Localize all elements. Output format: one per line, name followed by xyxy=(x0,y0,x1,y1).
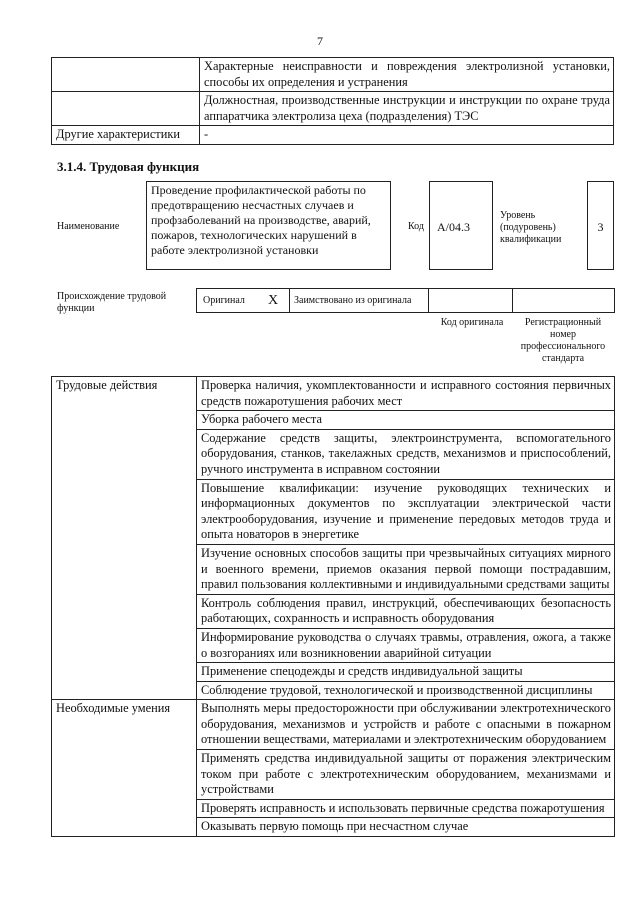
list-item: Содержание средств защиты, электроинструмента, вспомогательного оборудования, станков, такелажных средств, механизмов и приспособлений, ручного инструмента в исправном состоянии xyxy=(197,429,615,479)
row-label: Другие характеристики xyxy=(52,126,200,145)
level-label: Уровень (подуровень) квалификации xyxy=(500,210,562,245)
row-label xyxy=(52,58,200,92)
code-box xyxy=(429,181,493,270)
origin-divider xyxy=(289,289,290,312)
list-item: Контроль соблюдения правил, инструкций, обеспечивающих безопасность работающих, сохранность и исправность оборудования xyxy=(197,594,615,628)
code-value: A/04.3 xyxy=(437,220,470,234)
origin-label: Происхождение трудовой функции xyxy=(57,291,167,314)
list-item: Оказывать первую помощь при несчастном случае xyxy=(197,818,615,837)
list-item: Проверять исправность и использовать первичные средства пожаротушения xyxy=(197,799,615,818)
list-item: Изучение основных способов защиты при чрезвычайных ситуациях мирного и военного времени, приемов оказания первой помощи пострадавшим, правил пользования коллективными и индивидуальными средствами защиты xyxy=(197,544,615,594)
row-text: Характерные неисправности и повреждения электролизной установки, способы их определения и устранения xyxy=(200,58,614,92)
borrowed-label: Заимствовано из оригинала xyxy=(294,295,412,306)
function-name-box xyxy=(146,181,391,270)
list-item: Применение спецодежды и средств индивидуальной защиты xyxy=(197,663,615,682)
table-row xyxy=(52,700,615,750)
table-row xyxy=(52,58,614,92)
list-item: Применять средства индивидуальной защиты от поражения электрическим током при работе с электротехническим оборудованием, механизмами и устройствами xyxy=(197,750,615,800)
original-label: Оригинал xyxy=(203,295,245,306)
list-item: Повышение квалификации: изучение руководящих технических и информационных документов по эксплуатации электрической части электрооборудования, изучение и применение передовых методов труда и опыта новаторов в энергетике xyxy=(197,479,615,544)
main-table xyxy=(51,376,615,837)
reg-number-label: Регистрационный номер профессионального стандарта xyxy=(520,317,606,364)
level-box xyxy=(587,181,614,270)
table-row xyxy=(52,126,614,145)
list-item: Выполнять меры предосторожности при обслуживании электротехнического оборудования, механизмов и устройств и работе с опасными в пожарном отношении веществами, материалами и электротехническим оборудованием xyxy=(197,700,615,750)
table-row xyxy=(52,377,615,411)
name-label: Наименование xyxy=(57,221,120,232)
level-value: 3 xyxy=(597,220,604,234)
original-mark: X xyxy=(268,293,279,308)
section-label-actions: Трудовые действия xyxy=(52,377,197,700)
function-name: Проведение профилактической работы по предотвращению несчастных случаев и профзаболеваний на производстве, аварий, пожаров, технологических нарушений в работе электролизной установки xyxy=(151,183,371,257)
section-title: 3.1.4. Трудовая функция xyxy=(57,159,200,174)
row-label xyxy=(52,92,200,126)
list-item: Проверка наличия, укомплектованности и исправного состояния первичных средств пожаротушения рабочих мест xyxy=(197,377,615,411)
row-text: Должностная, производственные инструкции и инструкции по охране труда аппаратчика электролиза цеха (подразделения) ТЭС xyxy=(200,92,614,126)
code-original-label: Код оригинала xyxy=(440,317,504,328)
page-number: 7 xyxy=(317,34,323,48)
row-text: - xyxy=(200,126,614,145)
top-table xyxy=(51,57,614,145)
section-label-skills: Необходимые умения xyxy=(52,700,197,837)
table-row xyxy=(52,92,614,126)
origin-divider xyxy=(512,289,513,312)
list-item: Уборка рабочего места xyxy=(197,411,615,430)
origin-row xyxy=(196,288,615,313)
list-item: Соблюдение трудовой, технологической и производственной дисциплины xyxy=(197,681,615,700)
origin-divider xyxy=(428,289,429,312)
code-label: Код xyxy=(408,221,424,232)
list-item: Информирование руководства о случаях травмы, отравления, ожога, а также о возгораниях или возникновении аварийной ситуации xyxy=(197,628,615,662)
